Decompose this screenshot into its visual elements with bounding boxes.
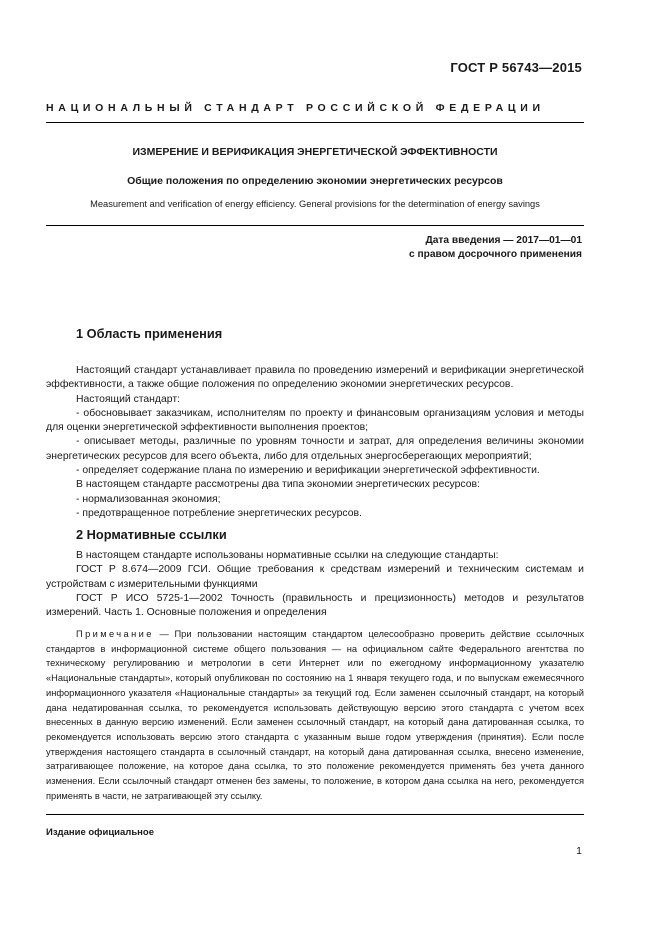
section-heading-references: 2 Нормативные ссылки [76, 527, 227, 542]
divider-top [46, 122, 584, 123]
note-label: Примечание [76, 629, 154, 639]
note-text: — При пользовании настоящим стандартом целесообразно проверить действие ссылочных стандартов в информационной системе общего пользования — на официальном сайте Федерального агентства по техническому регулированию и метрологии в сети Интернет или по ежегодному информационному указателю «Национальные стандарты», который опубликован по состоянию на 1 января текущего года, и по выпускам ежемесячного информационного указателя «Национальные стандарты» за текущий год. Если заменен ссылочный стандарт, на который дана недатированная ссылка, то рекомендуется использовать действующую версию этого стандарта с учетом всех внесенных в данную версию изменений. Если заменен ссылочный стандарт, на который дана датированная ссылка, то рекомендуется использовать версию этого стандарта с указанным выше годом утверждения (принятия). Если после утверждения настоящего стандарта в ссылочный стандарт, на который дана датированная ссылка, внесено изменение, затрагивающее положение, на которое дана ссылка, то это положение рекомендуется применять без учета данного изменения. Если ссылочный стандарт отменен без замены, то положение, в котором дана ссылка на него, рекомендуется применять в части, не затрагивающей эту ссылку. [46, 629, 584, 801]
paragraph: Настоящий стандарт: [76, 393, 180, 405]
reference-item: ГОСТ Р 8.674—2009 ГСИ. Общие требования к средствам измерений и техническим системам и устройствам с измерительными функциями [46, 564, 584, 590]
national-standard-banner: НАЦИОНАЛЬНЫЙ СТАНДАРТ РОССИЙСКОЙ ФЕДЕРАЦИИ [46, 102, 545, 114]
early-application-note: с правом досрочного применения [408, 248, 582, 260]
note-block [46, 627, 584, 803]
paragraph: В настоящем стандарте использованы нормативные ссылки на следующие стандарты: [76, 550, 499, 561]
list-item: - обосновывает заказчикам, исполнителям по проекту и финансовым организациям условия и методы для оценки энергетической эффективности выполнения проектов; [46, 407, 584, 434]
english-title: Measurement and verification of energy efficiency. General provisions for the determination of energy savings [90, 199, 540, 209]
list-item: - описывает методы, различные по уровням точности и затрат, для определения величины экономии энергетических ресурсов для всего объекта, либо для отдельных энергосберегающих мероприятий; [46, 436, 584, 462]
list-item: - нормализованная экономия; [76, 493, 221, 505]
reference-item: ГОСТ Р ИСО 5725-1—2002 Точность (правильность и прецизионность) методов и результатов измерений. Часть 1. Основные положения и определения [46, 592, 584, 619]
paragraph: В настоящем стандарте рассмотрены два типа экономии энергетических ресурсов: [76, 479, 480, 491]
introduction-date-block [409, 234, 582, 261]
document-subtitle: Общие положения по определению экономии энергетических ресурсов [127, 175, 503, 187]
list-item: - определяет содержание плана по измерению и верификации энергетической эффективности. [76, 465, 540, 477]
page-number: 1 [576, 845, 582, 857]
section-body-scope [46, 364, 584, 521]
document-number: ГОСТ Р 56743—2015 [450, 60, 582, 75]
introduction-date: Дата введения — 2017—01—01 [425, 235, 582, 246]
official-edition-label: Издание официальное [46, 827, 154, 838]
paragraph: Настоящий стандарт устанавливает правила по проведению измерений и верификации энергетической эффективности, а также общие положения по определению экономии энергетических ресурсов. [46, 365, 584, 391]
section-body-references [46, 549, 584, 620]
divider-footer [46, 814, 584, 815]
section-heading-scope: 1 Область применения [76, 326, 223, 341]
list-item: - предотвращенное потребление энергетических ресурсов. [76, 507, 362, 519]
document-title: ИЗМЕРЕНИЕ И ВЕРИФИКАЦИЯ ЭНЕРГЕТИЧЕСКОЙ ЭФФЕКТИВНОСТИ [132, 146, 498, 158]
divider-title [46, 225, 584, 226]
